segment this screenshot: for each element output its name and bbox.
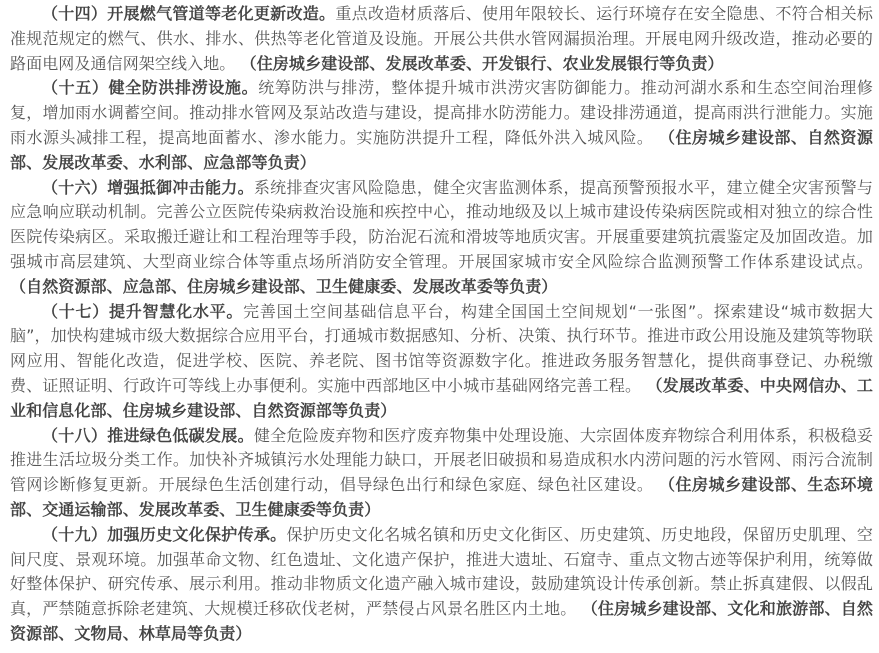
- paragraph-16: [10, 176, 873, 300]
- section-body: 统筹防洪与排涝，整体提升城市洪涝灾害防御能力。推动河湖水系和生态空间治理修复，增加雨水调蓄空间。推动排水管网及泵站改造与建设，提高排水防涝能力。建设排涝通道，提高雨洪行泄能力。实施雨水源头减排工程，提高地面蓄水、渗水能力。实施防洪提升工程，降低外洪入城风险。: [10, 78, 873, 147]
- paragraph-14: [10, 2, 873, 76]
- section-body: 保护历史文化名城名镇和历史文化街区、历史建筑、历史地段，保留历史肌理、空间尺度、景观环境。加强革命文物、红色遗址、文化遗产保护，推进大遗址、石窟寺、重点文物古迹等保护利用，统筹做好整体保护、研究传承、展示利用。推动非物质文化遗产融入城市建设，鼓励建筑设计传承创新。禁止拆真建假、以假乱真，严禁随意拆除老建筑、大规模迁移砍伐老树，严禁侵占风景名胜区内土地。: [10, 524, 873, 619]
- responsible-agencies: （住房城乡建设部、文化和旅游部、自然资源部、文物局、林草局等负责）: [10, 599, 873, 643]
- responsible-agencies: （住房城乡建设部、发展改革委、开发银行、农业发展银行等负责）: [240, 53, 724, 73]
- section-body: 健全危险废弃物和医疗废弃物集中处理设施、大宗固体废弃物综合利用体系，积极稳妥推进生活垃圾分类工作。加快补齐城镇污水处理能力缺口，开展老旧破损和易造成积水内涝问题的污水管网、雨污合流制管网诊断修复更新。开展绿色生活创建行动，倡导绿色出行和绿色家庭、绿色社区建设。: [10, 425, 873, 495]
- section-heading: （十四）开展燃气管道等老化更新改造。: [42, 4, 336, 23]
- paragraph-17: [10, 300, 873, 424]
- section-heading: （十五）健全防洪排涝设施。: [42, 78, 259, 98]
- section-body: 重点改造材质落后、使用年限较长、运行环境存在安全隐患、不符合相关标准规范规定的燃气、供水、排水、供热等老化管道及设施。开展公共供水管网漏损治理。开展电网升级改造，推动必要的路面电网及通信网架空线入地。: [10, 4, 873, 73]
- section-heading: （十八）推进绿色低碳发展。: [42, 425, 254, 445]
- paragraph-18: [10, 424, 873, 523]
- responsible-agencies: （住房城乡建设部、自然资源部、发展改革委、水利部、应急部等负责）: [10, 127, 874, 172]
- paragraph-19: [10, 523, 873, 647]
- responsible-agencies: （自然资源部、应急部、住房城乡建设部、卫生健康委、发展改革委等负责）: [10, 276, 558, 296]
- section-body: 系统排查灾害风险隐患，健全灾害监测体系，提高预警预报水平，建立健全灾害预警与应急响应联动机制。完善公立医院传染病救治设施和疾控中心，推动地级及以上城市建设传染病医院或相对独立的综合性医院传染病区。采取搬迁避让和工程治理等手段，防治泥石流和滑坡等地质灾害。开展重要建筑抗震鉴定及加固改造。加强城市高层建筑、大型商业综合体等重点场所消防安全管理。开展国家城市安全风险综合监测预警工作体系建设试点。: [10, 177, 873, 271]
- responsible-agencies: （住房城乡建设部、生态环境部、交通运输部、发展改革委、卫生健康委等负责）: [10, 475, 874, 519]
- section-heading: （十九）加强历史文化保护传承。: [42, 524, 287, 544]
- responsible-agencies: （发展改革委、中央网信办、工业和信息化部、住房城乡建设部、自然资源部等负责）: [10, 375, 874, 420]
- paragraph-15: [10, 76, 873, 175]
- section-body: 完善国土空间基础信息平台，构建全国国土空间规划“一张图”。探索建设“城市数据大脑”，加快构建城市级大数据综合应用平台，打通城市数据感知、分析、决策、执行环节。推进市政公用设施及建筑等物联网应用、智能化改造，促进学校、医院、养老院、图书馆等资源数字化。推进政务服务智慧化，提供商事登记、办税缴费、证照证明、行政许可等线上办事便利。实施中西部地区中小城市基础网络完善工程。: [10, 301, 873, 395]
- section-heading: （十六）增强抵御冲击能力。: [42, 177, 254, 197]
- section-heading: （十七）提升智慧化水平。: [42, 301, 244, 321]
